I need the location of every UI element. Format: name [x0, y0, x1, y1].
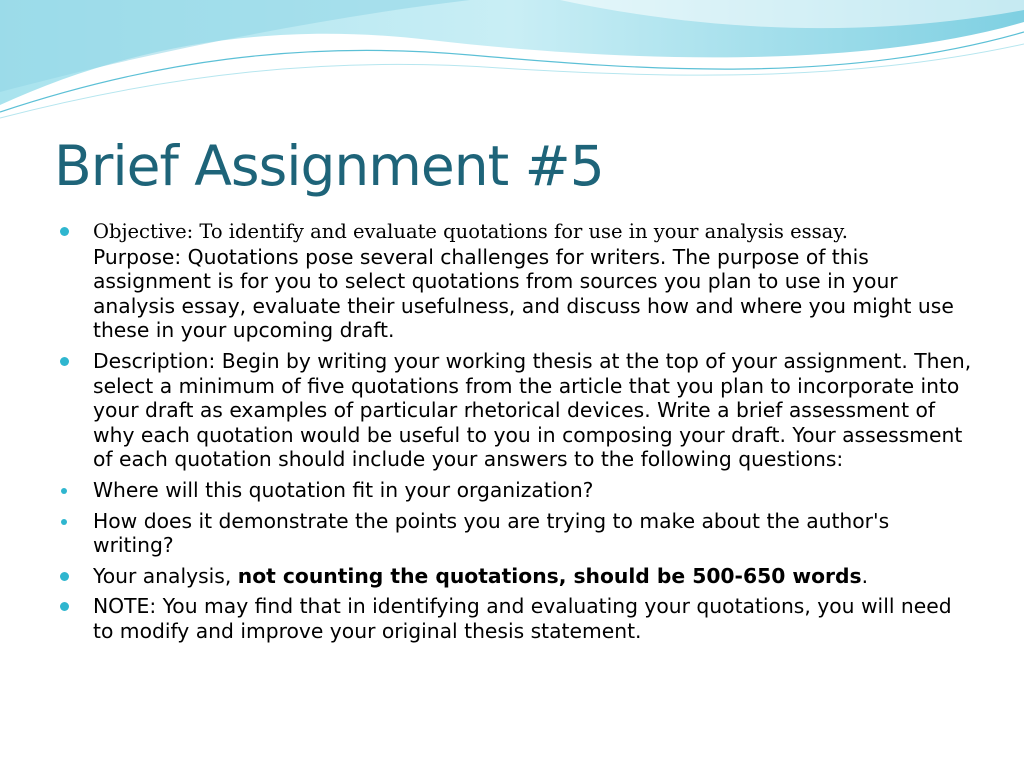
bullet-icon — [60, 357, 69, 366]
list-item — [60, 349, 972, 472]
analysis-word-count: not counting the quotations, should be 500-650 words — [237, 563, 862, 588]
objective-text: Objective: To identify and evaluate quotations for use in your analysis essay. — [93, 220, 848, 243]
purpose-text: Purpose: Quotations pose several challenges for writers. The purpose of this assignment is for you to select quotations from sources you plan to use in your analysis essay, evaluate their usefulness, and discuss how and where you might use these in your upcoming draft. — [93, 244, 954, 343]
header-wave-decoration — [0, 0, 1024, 130]
list-item — [60, 594, 972, 643]
note-text: NOTE: You may find that in identifying and evaluating your quotations, you will need to modify and improve your original thesis statement. — [93, 594, 952, 643]
list-item — [60, 564, 972, 589]
question-text: How does it demonstrate the points you are trying to make about the author's writing? — [93, 508, 890, 558]
bullet-icon — [60, 602, 69, 611]
bullet-icon — [60, 572, 69, 581]
list-item — [60, 478, 972, 503]
list-item — [60, 509, 972, 558]
description-text: Description: Begin by writing your working thesis at the top of your assignment. Then, select a minimum of five quotations from the article that you plan to incorporate into your draft as examples of particular rhetorical devices. Write a brief assessment of why each quotation would be useful to you in composing your draft. Your assessment of each quotation should include your answers to the following questions: — [93, 348, 972, 472]
list-item — [60, 219, 972, 343]
analysis-prefix: Your analysis, — [93, 563, 238, 588]
sub-bullet-icon — [61, 488, 67, 494]
analysis-suffix: . — [861, 563, 869, 588]
bullet-icon — [60, 227, 69, 236]
sub-bullet-icon — [61, 519, 67, 525]
slide-title: Brief Assignment #5 — [54, 134, 604, 198]
question-text: Where will this quotation fit in your organization? — [93, 477, 594, 502]
bullet-list — [60, 219, 972, 650]
